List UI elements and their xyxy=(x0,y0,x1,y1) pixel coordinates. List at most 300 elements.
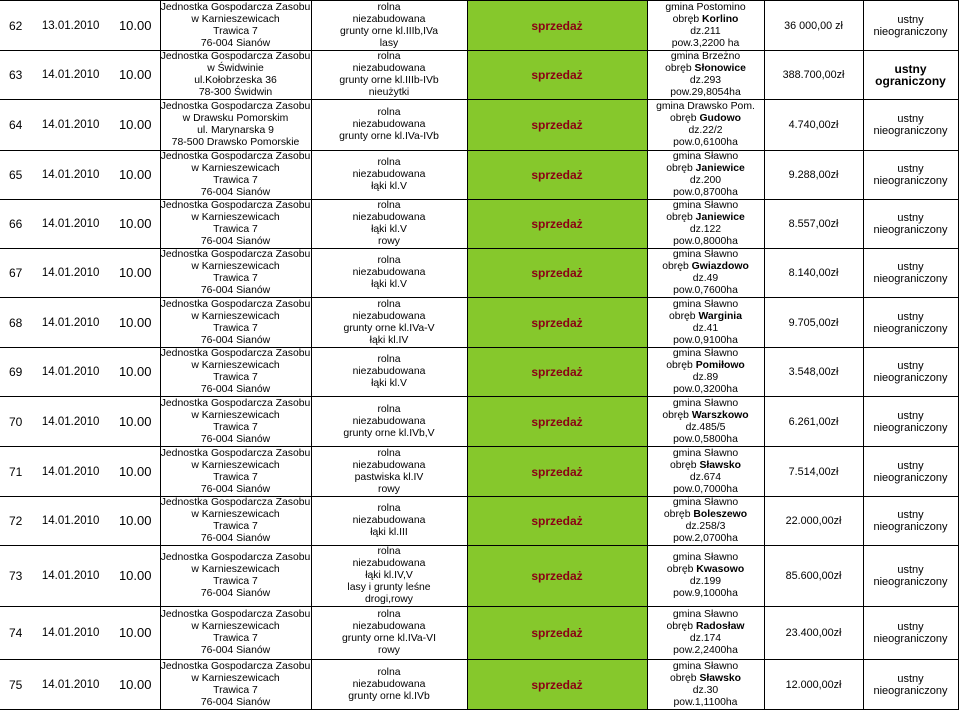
obreb-prefix: obręb xyxy=(666,163,696,174)
organizer-line: Trawica 7 xyxy=(213,576,258,587)
auction-date: 14.01.2010 xyxy=(41,119,100,131)
property-type-cell xyxy=(311,100,467,151)
auction-mode-cell xyxy=(863,200,958,249)
property-type-line: niezabudowana xyxy=(352,267,426,278)
property-type-line: grunty orne kl.IIIb-IVb xyxy=(339,75,439,86)
organizer-line: Jednostka Gospodarcza Zasobu xyxy=(160,1,311,13)
parcel-line: dz.122 xyxy=(689,224,722,235)
sale-form-label: sprzedaż xyxy=(531,677,583,692)
auction-mode-line: ustny xyxy=(897,621,924,633)
organizer-line: w Karnieszewicach xyxy=(191,672,280,684)
property-type-line: rolna xyxy=(377,666,401,678)
property-type-line: niezabudowana xyxy=(352,558,426,569)
starting-price: 22.000,00zł xyxy=(785,515,842,527)
auction-mode-line: ustny xyxy=(897,261,924,273)
auction-mode-line: ustny xyxy=(897,672,924,685)
lot-cell xyxy=(0,249,160,298)
obreb-line xyxy=(648,311,764,323)
organizer-cell xyxy=(160,660,311,710)
auction-time: 10.00 xyxy=(118,265,152,280)
sale-form-label: sprzedaż xyxy=(531,514,583,528)
organizer-line: w Karnieszewicach xyxy=(191,13,280,25)
gmina-line: gmina Sławno xyxy=(672,397,739,409)
property-type-line: niezabudowana xyxy=(352,169,426,180)
lot-info xyxy=(0,676,160,692)
auction-mode-cell xyxy=(863,607,958,660)
sale-form-cell xyxy=(467,100,647,151)
price-cell xyxy=(764,298,863,348)
property-type-line: grunty orne kl.IVa-V xyxy=(343,322,435,334)
auction-time: 10.00 xyxy=(118,568,152,583)
organizer-line: Trawica 7 xyxy=(213,521,258,532)
organizer-line: w Karnieszewicach xyxy=(191,212,280,223)
price-cell xyxy=(764,447,863,497)
organizer-cell xyxy=(160,100,311,151)
parcel-line: dz.22/2 xyxy=(688,125,723,136)
parcel-line: dz.199 xyxy=(689,576,722,587)
parcel-line: dz.41 xyxy=(692,322,719,334)
parcel-line: dz.485/5 xyxy=(685,421,726,433)
lot-number: 62 xyxy=(9,18,23,33)
table-row xyxy=(0,1,958,51)
property-type-line: grunty orne kl.IVa-IVb xyxy=(339,131,439,142)
parcel-line: dz.174 xyxy=(689,633,722,644)
parcel-line: pow.0,7000ha xyxy=(673,483,738,495)
lot-number: 69 xyxy=(9,365,23,379)
auction-mode-cell xyxy=(863,151,958,200)
organizer-line: w Karnieszewicach xyxy=(191,310,280,322)
property-type-line: rolna xyxy=(377,157,401,168)
organizer-line: 76-004 Sianów xyxy=(200,588,271,599)
obreb-prefix: obręb xyxy=(662,409,692,421)
organizer-cell xyxy=(160,1,311,51)
sale-form-cell xyxy=(467,298,647,348)
gmina-line: gmina Sławno xyxy=(672,151,739,162)
obreb-name: Sławsko xyxy=(699,459,742,471)
property-type-line: grunty orne kl.IIIb,IVa xyxy=(340,25,438,37)
price-cell xyxy=(764,397,863,447)
table-row xyxy=(0,200,958,249)
location-cell xyxy=(647,348,764,397)
auction-mode-line: nieograniczony xyxy=(873,421,948,434)
sale-form-label: sprzedaż xyxy=(531,118,583,132)
sale-form-cell xyxy=(467,249,647,298)
starting-price: 9.288,00zł xyxy=(788,169,839,181)
auction-mode-line: nieograniczony xyxy=(873,684,948,697)
property-type-line: niezabudowana xyxy=(352,415,426,427)
starting-price: 3.548,00zł xyxy=(788,366,839,378)
obreb-name: Słonowice xyxy=(694,63,746,74)
obreb-prefix: obręb xyxy=(663,509,694,520)
parcel-line: pow.0,7600ha xyxy=(673,285,738,296)
parcel-line: pow.0,8000ha xyxy=(673,236,738,247)
property-type-line: niezabudowana xyxy=(352,459,426,471)
lot-number: 74 xyxy=(9,626,23,640)
sale-form-label: sprzedaż xyxy=(531,266,583,280)
location-cell xyxy=(647,200,764,249)
property-type-line: łąki kl.V xyxy=(371,224,407,235)
price-cell xyxy=(764,51,863,100)
price-cell xyxy=(764,497,863,546)
property-type-line: rolna xyxy=(377,447,401,459)
property-type-line: łąki kl.V xyxy=(371,279,407,290)
auction-mode-cell xyxy=(863,249,958,298)
property-type-cell xyxy=(311,660,467,710)
gmina-line: gmina Sławno xyxy=(672,447,739,459)
property-type-cell xyxy=(311,200,467,249)
property-type-line: rolna xyxy=(377,255,401,266)
auction-mode-cell xyxy=(863,447,958,497)
price-cell xyxy=(764,660,863,710)
auction-date: 14.01.2010 xyxy=(41,678,100,691)
lot-info xyxy=(0,366,160,378)
lot-cell xyxy=(0,447,160,497)
auction-mode-line: ustny xyxy=(894,62,927,76)
location-cell xyxy=(647,660,764,710)
lot-info xyxy=(0,570,160,582)
organizer-line: 76-004 Sianów xyxy=(200,645,271,656)
auction-mode-line: nieograniczony xyxy=(873,273,948,285)
auction-mode-line: ustny xyxy=(897,310,924,323)
sale-form-cell xyxy=(467,151,647,200)
auction-date: 14.01.2010 xyxy=(41,169,100,181)
lot-cell xyxy=(0,51,160,100)
table-row xyxy=(0,298,958,348)
obreb-prefix: obręb xyxy=(669,459,700,471)
organizer-cell xyxy=(160,348,311,397)
sale-form-label: sprzedaż xyxy=(531,18,583,33)
organizer-line: w Karnieszewicach xyxy=(191,621,280,632)
table-row xyxy=(0,348,958,397)
property-type-line: niezabudowana xyxy=(352,63,426,74)
organizer-line: 76-004 Sianów xyxy=(200,483,271,495)
obreb-line xyxy=(648,212,764,224)
parcel-line: dz.89 xyxy=(692,372,719,383)
organizer-line: Jednostka Gospodarcza Zasobu xyxy=(160,348,311,359)
auction-mode-line: ograniczony xyxy=(875,74,946,88)
organizer-line: w Karnieszewicach xyxy=(191,261,280,272)
obreb-prefix: obręb xyxy=(669,310,699,322)
property-type-line: łąki kl.IV,V xyxy=(365,570,413,581)
property-type-line: rolna xyxy=(377,200,401,211)
organizer-cell xyxy=(160,447,311,497)
sale-form-label: sprzedaż xyxy=(531,217,583,231)
auction-time: 10.00 xyxy=(118,364,152,379)
property-type-line: rolna xyxy=(377,609,401,620)
organizer-line: Jednostka Gospodarcza Zasobu xyxy=(160,397,311,409)
auction-time: 10.00 xyxy=(118,676,152,692)
organizer-line: Trawica 7 xyxy=(213,224,258,235)
property-type-line: rowy xyxy=(378,483,400,495)
lot-cell xyxy=(0,497,160,546)
sale-form-cell xyxy=(467,397,647,447)
lot-number: 65 xyxy=(9,168,23,182)
obreb-prefix: obręb xyxy=(666,564,697,575)
parcel-line: pow.1,1100ha xyxy=(673,696,738,708)
auction-time: 10.00 xyxy=(118,413,152,429)
property-type-cell xyxy=(311,249,467,298)
property-type-line: niezabudowana xyxy=(352,119,426,130)
obreb-prefix: obręb xyxy=(662,261,692,272)
auction-date: 14.01.2010 xyxy=(41,515,100,527)
obreb-name: Gudowo xyxy=(699,113,742,124)
auction-mode-cell xyxy=(863,298,958,348)
lot-number: 73 xyxy=(9,569,23,583)
property-type-line: niezabudowana xyxy=(352,515,426,526)
property-type-line: drogi,rowy xyxy=(365,594,413,605)
auction-mode-cell xyxy=(863,397,958,447)
sale-form-cell xyxy=(467,348,647,397)
property-type-cell xyxy=(311,151,467,200)
organizer-line: Jednostka Gospodarcza Zasobu xyxy=(160,200,311,211)
organizer-line: Trawica 7 xyxy=(213,372,258,383)
organizer-line: Jednostka Gospodarcza Zasobu xyxy=(160,51,311,62)
organizer-cell xyxy=(160,497,311,546)
organizer-cell xyxy=(160,607,311,660)
organizer-line: w Karnieszewicach xyxy=(191,564,280,575)
lot-cell xyxy=(0,100,160,151)
table-row xyxy=(0,497,958,546)
organizer-line: Trawica 7 xyxy=(213,471,258,483)
property-type-line: rolna xyxy=(377,1,401,13)
location-cell xyxy=(647,249,764,298)
table-row xyxy=(0,447,958,497)
parcel-line: pow.0,6100ha xyxy=(673,137,738,148)
obreb-line xyxy=(648,360,764,372)
parcel-line: pow.2,0700ha xyxy=(673,533,738,544)
obreb-line xyxy=(648,14,764,26)
obreb-name: Kwasowo xyxy=(696,564,745,575)
obreb-prefix: obręb xyxy=(666,621,696,632)
lot-cell xyxy=(0,607,160,660)
organizer-cell xyxy=(160,546,311,607)
auction-mode-cell xyxy=(863,497,958,546)
location-cell xyxy=(647,100,764,151)
starting-price: 85.600,00zł xyxy=(785,570,842,582)
property-type-cell xyxy=(311,447,467,497)
lot-cell xyxy=(0,348,160,397)
auction-mode-line: ustny xyxy=(897,564,924,576)
auction-mode-line: ustny xyxy=(897,409,924,422)
gmina-line: gmina Sławno xyxy=(672,348,739,359)
organizer-cell xyxy=(160,200,311,249)
organizer-line: ul.Kołobrzeska 36 xyxy=(194,75,277,86)
lot-number: 75 xyxy=(9,677,23,692)
property-type-line: rowy xyxy=(378,645,400,656)
sale-form-cell xyxy=(467,51,647,100)
table-row xyxy=(0,607,958,660)
organizer-line: w Karnieszewicach xyxy=(191,509,280,520)
gmina-line: gmina Postomino xyxy=(665,1,746,13)
location-cell xyxy=(647,447,764,497)
lot-info xyxy=(0,463,160,479)
organizer-line: Jednostka Gospodarcza Zasobu xyxy=(160,660,311,672)
organizer-line: ul. Marynarska 9 xyxy=(197,125,274,136)
table-row xyxy=(0,249,958,298)
property-type-line: łąki kl.V xyxy=(371,181,407,192)
organizer-line: w Karnieszewicach xyxy=(191,163,280,174)
lot-cell xyxy=(0,660,160,710)
obreb-name: Sławsko xyxy=(699,672,742,684)
auction-mode-line: nieograniczony xyxy=(873,372,948,384)
location-cell xyxy=(647,298,764,348)
lot-number: 67 xyxy=(9,266,23,280)
property-type-line: rolna xyxy=(377,107,401,118)
lot-info xyxy=(0,314,160,330)
organizer-line: Jednostka Gospodarcza Zasobu xyxy=(160,447,311,459)
obreb-line xyxy=(648,410,764,422)
parcel-line: pow.9,1000ha xyxy=(673,588,738,599)
property-type-cell xyxy=(311,348,467,397)
price-cell xyxy=(764,100,863,151)
gmina-line: gmina Drawsko Pom. xyxy=(656,101,755,112)
organizer-line: Trawica 7 xyxy=(213,25,258,37)
lot-cell xyxy=(0,151,160,200)
table-row xyxy=(0,51,958,100)
price-cell xyxy=(764,249,863,298)
obreb-name: Boleszewo xyxy=(693,509,748,520)
organizer-cell xyxy=(160,298,311,348)
parcel-line: pow.0,3200ha xyxy=(673,384,738,395)
organizer-line: Jednostka Gospodarcza Zasobu xyxy=(160,249,311,260)
property-type-cell xyxy=(311,607,467,660)
auction-mode-line: ustny xyxy=(897,360,924,372)
property-type-line: grunty orne kl.IVb xyxy=(348,690,430,702)
organizer-line: w Karnieszewicach xyxy=(191,459,280,471)
obreb-name: Radosław xyxy=(695,621,745,632)
location-cell xyxy=(647,546,764,607)
obreb-name: Pomiłowo xyxy=(695,360,745,371)
location-cell xyxy=(647,607,764,660)
parcel-line: dz.200 xyxy=(689,175,722,186)
auction-date: 14.01.2010 xyxy=(41,218,100,230)
parcel-line: pow.0,5800ha xyxy=(673,433,738,445)
property-type-line: rowy xyxy=(378,236,400,247)
sale-form-cell xyxy=(467,607,647,660)
lot-info xyxy=(0,413,160,429)
location-cell xyxy=(647,151,764,200)
parcel-line: pow.2,2400ha xyxy=(673,645,738,656)
location-cell xyxy=(647,1,764,51)
organizer-line: 78-500 Drawsko Pomorskie xyxy=(171,137,300,148)
organizer-line: 76-004 Sianów xyxy=(200,533,271,544)
obreb-line xyxy=(648,460,764,472)
auction-date: 14.01.2010 xyxy=(41,69,100,81)
gmina-line: gmina Sławno xyxy=(672,497,739,508)
table-row xyxy=(0,397,958,447)
auction-time: 10.00 xyxy=(118,167,152,182)
property-type-cell xyxy=(311,397,467,447)
lot-cell xyxy=(0,200,160,249)
auction-date: 14.01.2010 xyxy=(41,627,100,639)
lot-cell xyxy=(0,1,160,51)
gmina-line: gmina Sławno xyxy=(672,200,739,211)
auction-mode-line: ustny xyxy=(897,509,924,521)
auction-mode-cell xyxy=(863,51,958,100)
parcel-line: dz.30 xyxy=(692,684,719,696)
lot-info xyxy=(0,218,160,230)
sale-form-label: sprzedaż xyxy=(531,626,583,640)
price-cell xyxy=(764,151,863,200)
gmina-line: gmina Sławno xyxy=(672,249,739,260)
property-type-line: niezabudowana xyxy=(352,366,426,377)
gmina-line: gmina Sławno xyxy=(672,552,739,563)
organizer-line: Trawica 7 xyxy=(213,273,258,284)
auction-mode-line: ustny xyxy=(897,212,924,224)
organizer-line: Trawica 7 xyxy=(213,421,258,433)
property-type-line: lasy i grunty leśne xyxy=(347,582,431,593)
auction-date: 14.01.2010 xyxy=(41,267,100,279)
obreb-line xyxy=(648,63,764,75)
starting-price: 7.514,00zł xyxy=(788,465,839,478)
obreb-prefix: obręb xyxy=(672,13,703,25)
property-type-line: niezabudowana xyxy=(352,13,426,25)
auction-time: 10.00 xyxy=(118,216,152,231)
organizer-line: 76-004 Sianów xyxy=(200,696,271,708)
property-type-line: grunty orne kl.IVa-VI xyxy=(342,633,436,644)
lot-number: 64 xyxy=(9,118,23,132)
lot-number: 68 xyxy=(9,315,23,330)
property-type-line: lasy xyxy=(379,37,399,49)
organizer-line: 76-004 Sianów xyxy=(200,334,271,346)
organizer-line: w Świdwinie xyxy=(207,63,264,74)
lot-number: 66 xyxy=(9,217,23,231)
organizer-line: w Karnieszewicach xyxy=(191,409,280,421)
organizer-line: 76-004 Sianów xyxy=(200,433,271,445)
obreb-prefix: obręb xyxy=(666,360,696,371)
parcel-line: dz.49 xyxy=(692,273,719,284)
auction-time: 10.00 xyxy=(118,463,152,479)
property-type-cell xyxy=(311,546,467,607)
lot-cell xyxy=(0,397,160,447)
organizer-line: Trawica 7 xyxy=(213,322,258,334)
obreb-line xyxy=(648,113,764,125)
sale-form-cell xyxy=(467,1,647,51)
organizer-line: Jednostka Gospodarcza Zasobu xyxy=(160,497,311,508)
organizer-line: 76-004 Sianów xyxy=(200,285,271,296)
organizer-line: Jednostka Gospodarcza Zasobu xyxy=(160,609,311,620)
starting-price: 8.140,00zł xyxy=(788,267,839,279)
property-type-line: pastwiska kl.IV xyxy=(354,471,424,483)
obreb-line xyxy=(648,673,764,685)
parcel-line: dz.674 xyxy=(689,471,722,483)
sale-form-label: sprzedaż xyxy=(531,68,583,82)
property-type-line: rolna xyxy=(377,403,401,415)
property-type-line: rolna xyxy=(377,503,401,514)
auction-mode-line: nieograniczony xyxy=(873,521,948,533)
organizer-line: w Karnieszewicach xyxy=(191,360,280,371)
auction-mode-cell xyxy=(863,348,958,397)
organizer-line: 78-300 Świdwin xyxy=(198,87,273,98)
lot-number: 70 xyxy=(9,414,23,429)
sale-form-label: sprzedaż xyxy=(531,414,583,429)
obreb-name: Warginia xyxy=(698,310,742,322)
auction-time: 10.00 xyxy=(118,625,152,640)
auction-mode-line: ustny xyxy=(897,163,924,175)
auction-time: 10.00 xyxy=(118,17,152,33)
property-type-line: rolna xyxy=(377,298,401,310)
lot-number: 71 xyxy=(9,464,23,479)
starting-price: 6.261,00zł xyxy=(788,415,839,428)
parcel-line: pow.3,2200 ha xyxy=(671,37,740,49)
auction-date: 14.01.2010 xyxy=(41,415,100,428)
sale-form-label: sprzedaż xyxy=(531,168,583,182)
auction-mode-line: ustny xyxy=(897,13,924,26)
lot-info xyxy=(0,119,160,131)
auction-date: 14.01.2010 xyxy=(41,570,100,582)
property-type-line: nieużytki xyxy=(368,87,410,98)
organizer-line: 76-004 Sianów xyxy=(200,384,271,395)
